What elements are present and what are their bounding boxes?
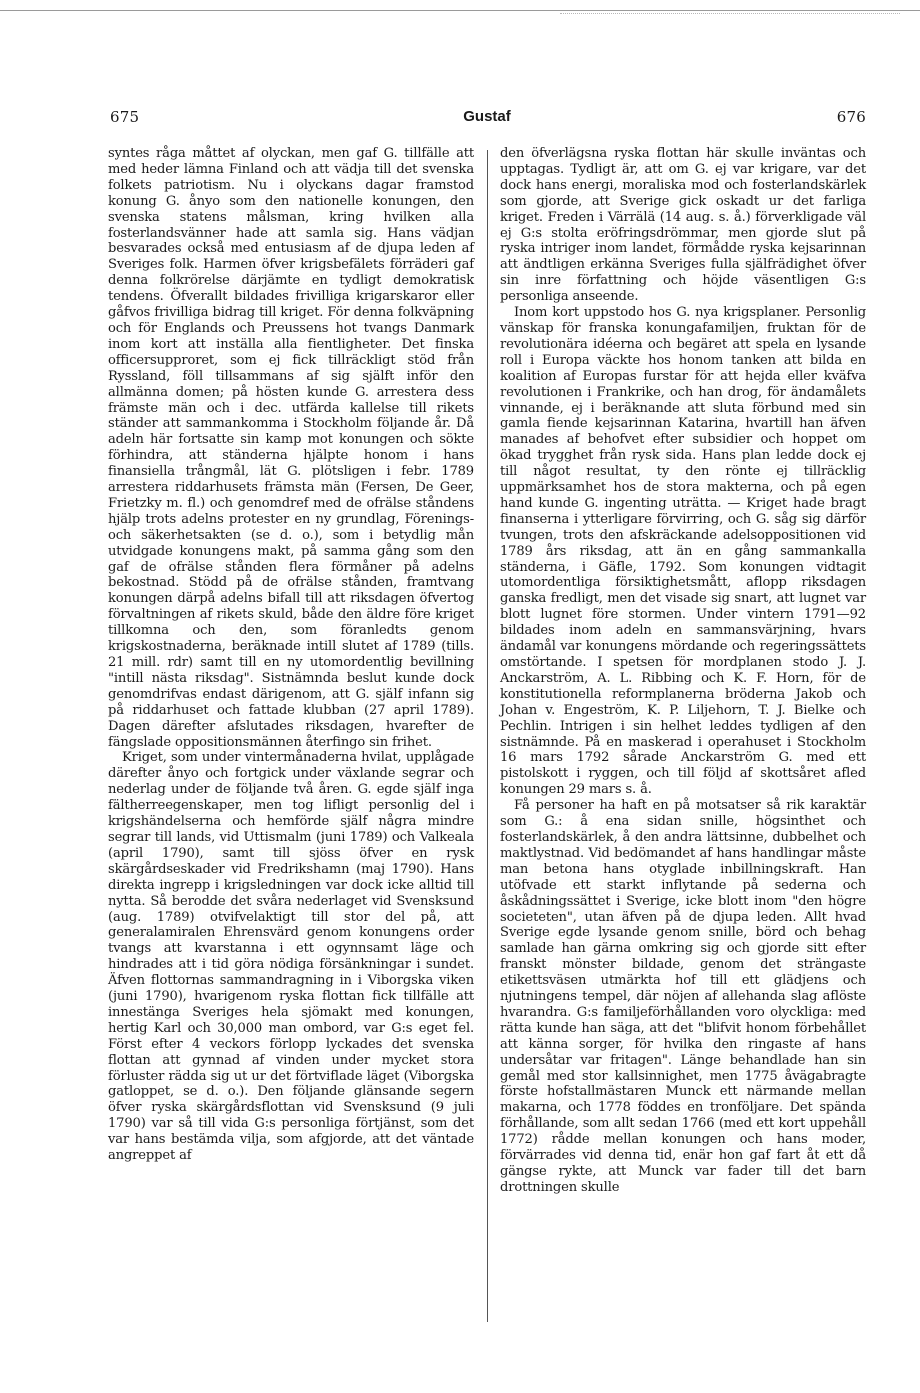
- page-header: [108, 108, 866, 132]
- scan-edge-line: [0, 10, 920, 11]
- running-title: Gustaf: [463, 108, 511, 125]
- scan-edge-line-faint: [560, 13, 900, 14]
- right-page-number: 676: [836, 108, 866, 126]
- left-column: [108, 146, 474, 1164]
- right-column: [500, 146, 866, 1196]
- left-paragraph-2: Kriget, som under vintermånaderna hvilat, upplågade därefter ånyo och fortgick under växlande segrar och nederlag under de följande två åren. G. egde själf inga fältherreegenskaper, men tog lifligt personlig del i krigshändelserna och hemförde själf några mindre segrar till lands, vid Uttismalm (juni 1789) och Valkeala (april 1790), samt till sjöss öfver en rysk skärgårdseskader vid Fredrikshamn (maj 1790). Hans direkta ingrepp i krigsledningen var dock icke alltid till nytta. Så berodde det svåra nederlaget vid Svensksund (aug. 1789) otvifvelaktigt till stor del på, att generalamiralen Ehrensvärd genom konungens order tvangs att kvarstanna i ett ogynnsamt läge och hindrades att i tid göra nödiga försänkningar i sundet. Äfven flottornas sammandragning in i Viborgska viken (juni 1790), hvarigenom ryska flottan fick tillfälle att innestänga Sveriges hela sjömakt med konungen, hertig Karl och 30,000 man ombord, var G:s eget fel. Först efter 4 veckors förlopp lyckades det svenska flottan att gynnad af vinden under mycket stora förluster rädda sig ut ur det förtviflade läget (Viborgska gatloppet, se d. o.). Den följande glänsande segern öfver ryska skärgårdsflottan vid Svensksund (9 juli 1790) var så till vida G:s personliga förtjänst, som det var hans bestämda vilja, som afgjorde, att det väntade angreppet af: [108, 750, 474, 1164]
- right-paragraph-3: Få personer ha haft en på motsatser så rik karaktär som G.: å ena sidan snille, högsinthet och fosterlandskärlek, å den andra lättsinne, dubbelhet och maktlystnad. Vid bedömandet af hans handlingar måste man betona hans otyglade inbillningskraft. Han utöfvade ett starkt inflytande på sederna och åskådningssättet i Sverige, icke blott inom "den högre societeten", utan äfven på de djupa leden. Allt hvad Sverige egde lysande genom snille, börd och behag samlade han gärna omkring sig och gjorde sitt efter franskt mönster bildade, genom det strängaste etikettsväsen utmärkta hof till ett glädjens och njutningens tempel, där nöjen af allehanda slag aflöste hvarandra. G:s familjeförhållanden voro olyckliga: med rätta kunde han säga, att det "blifvit honom förbehållet att känna sorger, för hvilka den ringaste af hans undersåtar var fritagen". Länge behandlade han sin gemål med stor kallsinnighet, men 1775 åvägabragte förste hofstallmästaren Munck ett närmande mellan makarna, och 1778 föddes en tronföljare. Det spända förhållande, som allt sedan 1766 (med ett kort uppehåll 1772) rådde mellan konungen och hans moder, förvärrades vid denna tid, enär hon gaf fart åt ett då gängse rykte, att Munck var fader till det barn drottningen skulle: [500, 798, 866, 1195]
- right-paragraph-2: Inom kort uppstodo hos G. nya krigsplaner. Personlig vänskap för franska konungafamiljen, fruktan för de revolutionära idéerna och begäret att spela en lysande roll i Europa väckte hos honom tanken att bilda en koalition af Europas furstar för att hejda eller kväfva revolutionen i Frankrike, och han drog, för ändamålets vinnande, ej i beräknande att sluta förbund med sin gamla fiende kejsarinnan Katarina, hvartill han äfven manades af behofvet efter subsidier och hoppet om ökad trygghet från rysk sida. Hans plan ledde dock ej till något resultat, ty den rönte ej tillräcklig uppmärksamhet hos de stora makterna, och på egen hand kunde G. ingenting uträtta. — Kriget hade bragt finanserna i ytterligare förvirring, och G. såg sig därför tvungen, trots den afskräckande adelsoppositionen vid 1789 års riksdag, att än en gång sammankalla ständerna, i Gäfle, 1792. Som konungen vidtagit utomordentliga försiktighetsmått, aflopp riksdagen ganska fredligt, men det visade sig snart, att lugnet var blott lugnet före stormen. Under vintern 1791—92 bildades inom adeln en sammansvärjning, hvars ändamål var konungens mördande och regeringssättets omstörtande. I spetsen för mordplanen stodo J. J. Anckarström, A. L. Ribbing och K. F. Horn, för de konstitutionella reformplanerna bröderna Jakob och Johan v. Engeström, K. P. Liljehorn, T. J. Bielke och Pechlin. Intrigen i sin helhet leddes tydligen af den sistnämnde. På en maskerad i operahuset i Stockholm 16 mars 1792 sårade Anckarström G. med ett pistolskott i ryggen, och till följd af skottsåret afled konungen 29 mars s. å.: [500, 305, 866, 798]
- left-page-number: 675: [110, 108, 140, 126]
- column-divider: [487, 150, 488, 1322]
- left-paragraph-1: syntes råga måttet af olyckan, men gaf G. tillfälle att med heder lämna Finland och att vädja till det svenska folkets patriotism. Nu i olyckans dagar framstod konung G. ånyo som den nationelle konungen, den svenska statens målsman, kring hvilken alla fosterlandsvänner hade att samla sig. Hans vädjan besvarades också med entusiasm af de djupa leden af Sveriges folk. Harmen öfver krigsbefälets förräderi gaf denna folkrörelse därjämte en tydligt demokratisk tendens. Öfverallt bildades frivilliga krigarskaror eller gåfvos frivilliga bidrag till kriget. För denna folkväpning och för Englands och Preussens hot tvangs Danmark inom kort att inställa alla fientligheter. Det finska officersupproret, som ej fick tillräckligt stöd från Ryssland, föll tillsammans af sig själft inför den allmänna domen; på hösten kunde G. arrestera dess främste män och i dec. utfärda kallelse till rikets ständer att sammankomma i Stockholm följande år. Då adeln här fortsatte sin kamp mot konungen och sökte förhindra, att ständerna hjälpte honom i hans finansiella trångmål, lät G. plötsligen i febr. 1789 arrestera riddarhusets främsta män (Fersen, De Geer, Frietzky m. fl.) och genomdref med de ofrälse ståndens hjälp trots adelns protester en ny grundlag, Förenings- och säkerhetsakten (se d. o.), som i betydlig mån utvidgade konungens makt, på samma gång som den gaf de ofrälse stånden flera förmåner på adelns bekostnad. Stödd på de ofrälse stånden, framtvang konungen därpå adelns bifall till att riksdagen öfvertog förvaltningen af rikets skuld, både den äldre före kriget tillkomna och den, som föranledts genom krigskostnaderna, beräknade intill slutet af 1789 (tills. 21 mill. rdr) samt till en ny utomordentlig bevillning "intill nästa riksdag". Sistnämnda beslut kunde dock genomdrifvas endast därigenom, att G. själf infann sig på riddarhuset och fattade klubban (27 april 1789). Dagen därefter afslutades riksdagen, hvarefter de fängslade oppositionsmännen återfingo sin frihet.: [108, 146, 474, 750]
- right-paragraph-1: den öfverlägsna ryska flottan här skulle inväntas och upptagas. Tydligt är, att om G. ej var krigare, var det dock hans energi, moraliska mod och fosterlandskärlek som gjorde, att Sverige gick oskadt ur det farliga kriget. Freden i Värrälä (14 aug. s. å.) förverkligade väl ej G:s stolta eröfringsdrömmar, men gjorde slut på ryska intriger inom landet, förmådde ryska kejsarinnan att ändtligen erkänna Sveriges fulla själfrädighet öfver sin inre författning och höjde väsentligen G:s personliga anseende.: [500, 146, 866, 305]
